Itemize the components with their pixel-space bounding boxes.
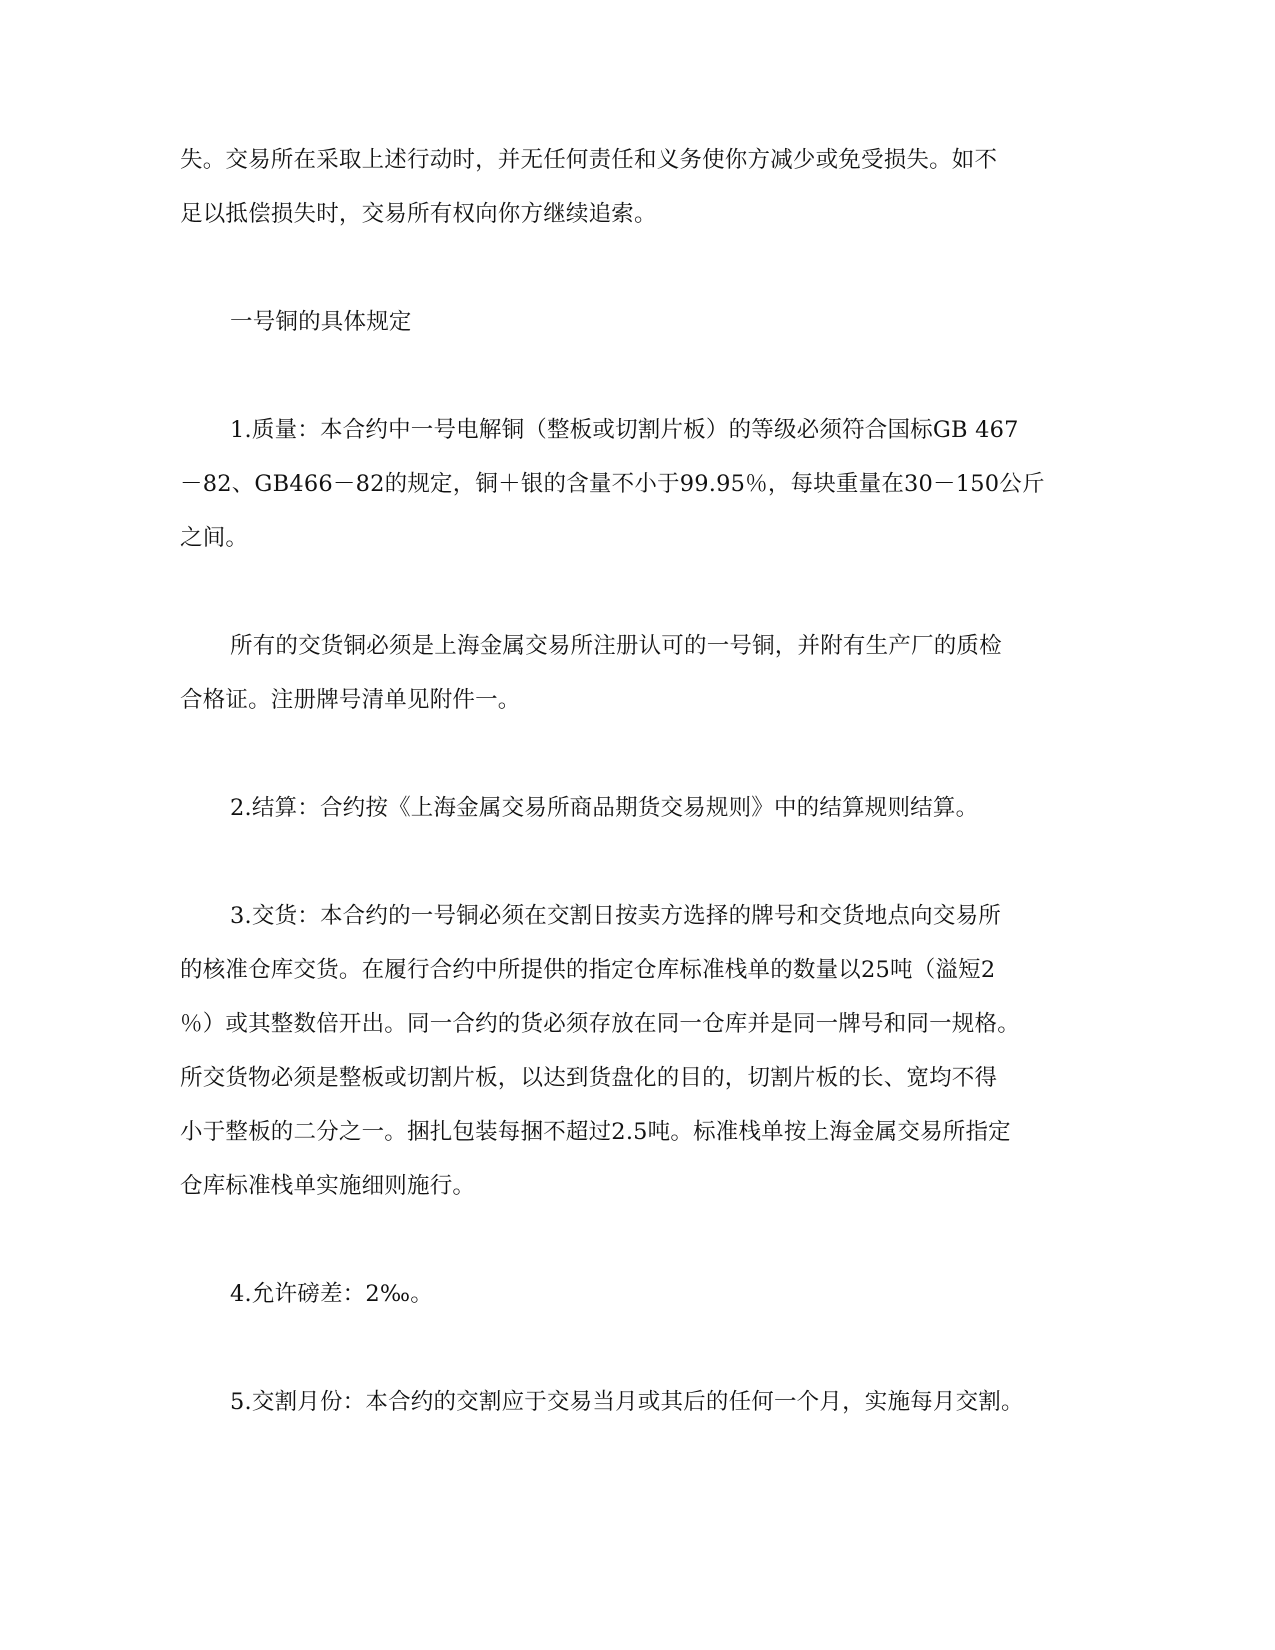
delivery-clause-line: 的核准仓库交货。在履行合约中所提供的指定仓库标准栈单的数量以25吨（溢短2 [180,957,996,983]
registration-paragraph-line: 所有的交货铜必须是上海金属交易所注册认可的一号铜，并附有生产厂的质检 [230,633,1002,659]
delivery-clause-line: 所交货物必须是整板或切割片板，以达到货盘化的目的，切割片板的长、宽均不得 [180,1065,998,1091]
delivery-clause-line: 3.交货：本合约的一号铜必须在交割日按卖方选择的牌号和交货地点向交易所 [230,903,1001,929]
delivery-clause-line: ％）或其整数倍开出。同一合约的货必须存放在同一仓库并是同一牌号和同一规格。 [180,1011,1020,1037]
settlement-clause: 2.结算：合约按《上海金属交易所商品期货交易规则》中的结算规则结算。 [230,795,979,821]
tolerance-clause: 4.允许磅差：2‰。 [230,1281,433,1307]
delivery-clause-line: 小于整板的二分之一。捆扎包装每捆不超过2.5吨。标准栈单按上海金属交易所指定 [180,1119,1011,1145]
quality-clause-line: 1.质量：本合约中一号电解铜（整板或切割片板）的等级必须符合国标GB 467 [230,417,1019,443]
paragraph-line: 足以抵偿损失时，交易所有权向你方继续追索。 [180,201,657,227]
delivery-clause-line: 仓库标准栈单实施细则施行。 [180,1173,476,1199]
paragraph-line: 失。交易所在采取上述行动时，并无任何责任和义务使你方减少或免受损失。如不 [180,147,998,173]
quality-clause-line: －82、GB466－82的规定，铜＋银的含量不小于99.95％，每块重量在30－150公斤 [180,471,1045,497]
delivery-month-clause: 5.交割月份：本合约的交割应于交易当月或其后的任何一个月，实施每月交割。 [230,1389,1024,1415]
registration-paragraph-line: 合格证。注册牌号清单见附件一。 [180,687,521,713]
section-heading: 一号铜的具体规定 [230,309,412,335]
quality-clause-line: 之间。 [180,525,249,551]
